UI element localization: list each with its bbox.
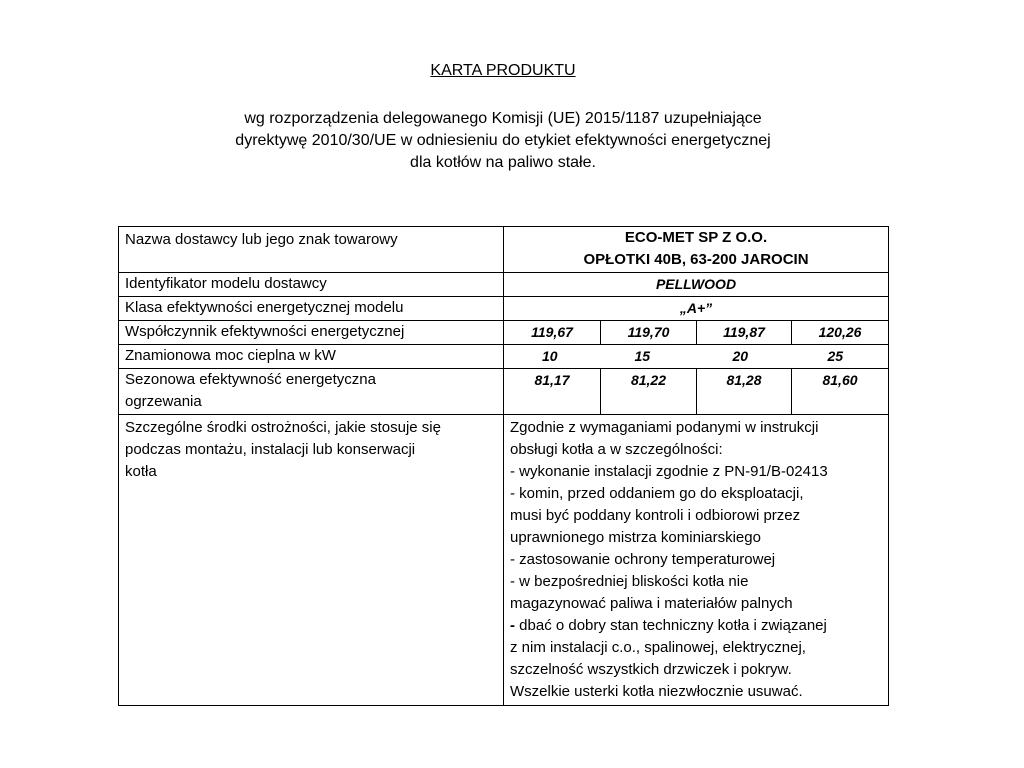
table-row-precautions [119,415,889,706]
precautions-line: z nim instalacji c.o., spalinowej, elektrycznej, [510,639,806,656]
rated-output-label: Znamionowa moc cieplna w kW [119,345,504,369]
model-label: Identyfikator modelu dostawcy [119,273,504,297]
rated-output-value: 15 [601,345,697,369]
subtitle-line: dla kotłów na paliwo stałe. [410,154,596,171]
precautions-label-line: Szczególne środki ostrożności, jakie stosuje się [125,419,441,436]
rated-output-value: 10 [504,345,601,369]
precautions-line: - wykonanie instalacji zgodnie z PN-91/B-02413 [510,463,828,480]
model-value: PELLWOOD [504,273,889,297]
precautions-line [510,615,882,637]
seasonal-efficiency-value: 81,22 [601,369,697,415]
table-row-efficiency-index [119,321,889,345]
product-card-table [118,226,889,706]
bold-dash: - [510,617,515,634]
precautions-line: obsługi kotła a w szczególności: [510,441,723,458]
table-row-rated-output [119,345,889,369]
precautions-line: Zgodnie z wymaganiami podanymi w instrukcji [510,419,819,436]
precautions-line: musi być poddany kontroli i odbiorowi przez [510,507,801,524]
energy-class-value: „A+” [504,297,889,321]
subtitle-line: wg rozporządzenia delegowanego Komisji (UE) 2015/1187 uzupełniające [244,110,762,127]
subtitle-line: dyrektywę 2010/30/UE w odniesieniu do etykiet efektywności energetycznej [235,132,771,149]
document-subtitle [0,108,1006,174]
precautions-line: - zastosowanie ochrony temperaturowej [510,551,776,568]
precautions-line: magazynować paliwa i materiałów palnych [510,595,793,612]
precautions-line: uprawnionego mistrza kominiarskiego [510,529,761,546]
precautions-line: szczelność wszystkich drzwiczek i pokryw. [510,661,792,678]
supplier-name: ECO-MET SP Z O.O. [624,229,768,246]
table-row-seasonal-efficiency [119,369,889,415]
precautions-line: Wszelkie usterki kotła niezwłocznie usuwać. [510,683,803,700]
precautions-label [119,415,504,706]
efficiency-index-value: 120,26 [792,321,889,345]
supplier-value [504,227,889,273]
rated-output-value: 20 [697,345,792,369]
precautions-label-line: kotła [125,463,157,480]
seasonal-efficiency-label [119,369,504,415]
efficiency-index-value: 119,87 [697,321,792,345]
precautions-line: - w bezpośredniej bliskości kotła nie [510,573,749,590]
table-row-energy-class [119,297,889,321]
table-row-supplier [119,227,889,273]
supplier-address: OPŁOTKI 40B, 63-200 JAROCIN [583,251,809,268]
energy-class-label: Klasa efektywności energetycznej modelu [119,297,504,321]
table-row-model [119,273,889,297]
precautions-label-line: podczas montażu, instalacji lub konserwacji [125,441,416,458]
precautions-line: - komin, przed oddaniem go do eksploatacji, [510,485,804,502]
document-title: KARTA PRODUKTU [430,62,576,79]
precautions-line-text: dbać o dobry stan techniczny kotła i związanej [519,617,827,634]
efficiency-index-value: 119,67 [504,321,601,345]
seasonal-efficiency-value: 81,17 [504,369,601,415]
supplier-label: Nazwa dostawcy lub jego znak towarowy [119,227,504,273]
rated-output-value: 25 [792,345,889,369]
efficiency-index-label: Współczynnik efektywności energetycznej [119,321,504,345]
seasonal-efficiency-value: 81,60 [792,369,889,415]
efficiency-index-value: 119,70 [601,321,697,345]
seasonal-efficiency-value: 81,28 [697,369,792,415]
seasonal-efficiency-label-line: Sezonowa efektywność energetyczna [125,371,376,388]
precautions-value [504,415,889,706]
seasonal-efficiency-label-line: ogrzewania [125,393,202,410]
